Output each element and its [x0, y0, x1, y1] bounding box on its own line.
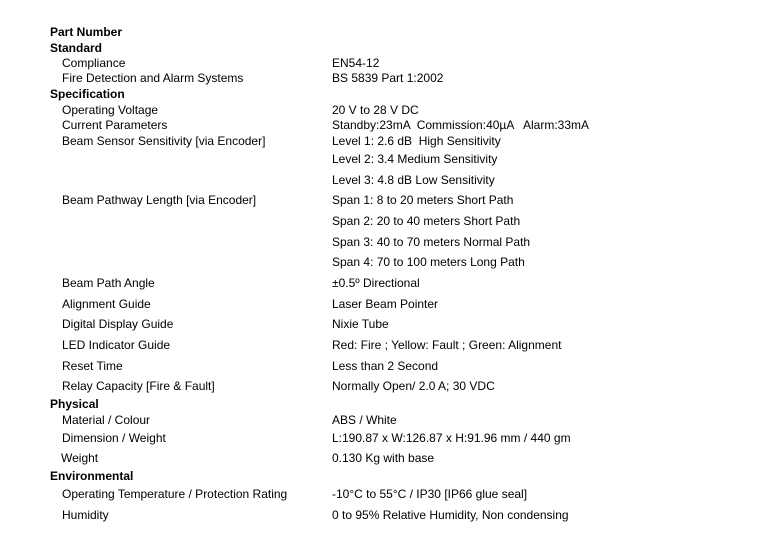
spec-value: 0 to 95% Relative Humidity, Non condensing: [332, 508, 569, 522]
section-physical: Physical: [50, 397, 99, 411]
spec-label: Beam Sensor Sensitivity [via Encoder]: [62, 134, 266, 148]
spec-value: Span 2: 20 to 40 meters Short Path: [332, 214, 521, 228]
spec-label: Humidity: [62, 508, 109, 522]
spec-label: Dimension / Weight: [62, 431, 166, 445]
spec-value: Nixie Tube: [332, 317, 389, 331]
spec-value: BS 5839 Part 1:2002: [332, 71, 444, 85]
section-environmental: Environmental: [50, 469, 134, 483]
spec-value: 20 V to 28 V DC: [332, 103, 419, 117]
spec-value: Less than 2 Second: [332, 359, 439, 373]
spec-label: Material / Colour: [62, 413, 151, 427]
spec-value: Level 3: 4.8 dB Low Sensitivity: [332, 173, 495, 187]
spec-value: Standby:23mA Commission:40µA Alarm:33mA: [332, 118, 590, 132]
spec-label: Current Parameters: [62, 118, 168, 132]
spec-value: EN54-12: [332, 56, 380, 70]
spec-value: ABS / White: [332, 413, 397, 427]
spec-label: LED Indicator Guide: [62, 338, 171, 352]
section-standard: Standard: [50, 41, 103, 55]
spec-value: L:190.87 x W:126.87 x H:91.96 mm / 440 gm: [332, 431, 571, 445]
spec-value: -10°C to 55°C / IP30 [IP66 glue seal]: [332, 487, 528, 501]
spec-value: Level 2: 3.4 Medium Sensitivity: [332, 152, 498, 166]
spec-value: Span 1: 8 to 20 meters Short Path: [332, 193, 514, 207]
spec-value: 0.130 Kg with base: [332, 451, 435, 465]
spec-label: Alignment Guide: [62, 297, 151, 311]
spec-label: Compliance: [62, 56, 126, 70]
spec-value: Level 1: 2.6 dB High Sensitivity: [332, 134, 501, 148]
spec-value: Span 4: 70 to 100 meters Long Path: [332, 255, 525, 269]
spec-label: Reset Time: [62, 359, 123, 373]
spec-label: Beam Path Angle: [62, 276, 155, 290]
spec-label: Fire Detection and Alarm Systems: [62, 71, 244, 85]
spec-label: Operating Temperature / Protection Rating: [62, 487, 288, 501]
spec-label: Beam Pathway Length [via Encoder]: [62, 193, 257, 207]
spec-label: Weight: [61, 451, 99, 465]
spec-label: Operating Voltage: [62, 103, 159, 117]
spec-value: ±0.5º Directional: [332, 276, 420, 290]
spec-label: Digital Display Guide: [62, 317, 174, 331]
spec-value: Laser Beam Pointer: [332, 297, 439, 311]
spec-label: Relay Capacity [Fire & Fault]: [62, 379, 215, 393]
spec-value: Red: Fire ; Yellow: Fault ; Green: Alignment: [332, 338, 562, 352]
section-part-number: Part Number: [50, 25, 123, 39]
spec-value: Normally Open/ 2.0 A; 30 VDC: [332, 379, 495, 393]
spec-value: Span 3: 40 to 70 meters Normal Path: [332, 235, 531, 249]
section-specification: Specification: [50, 87, 125, 101]
